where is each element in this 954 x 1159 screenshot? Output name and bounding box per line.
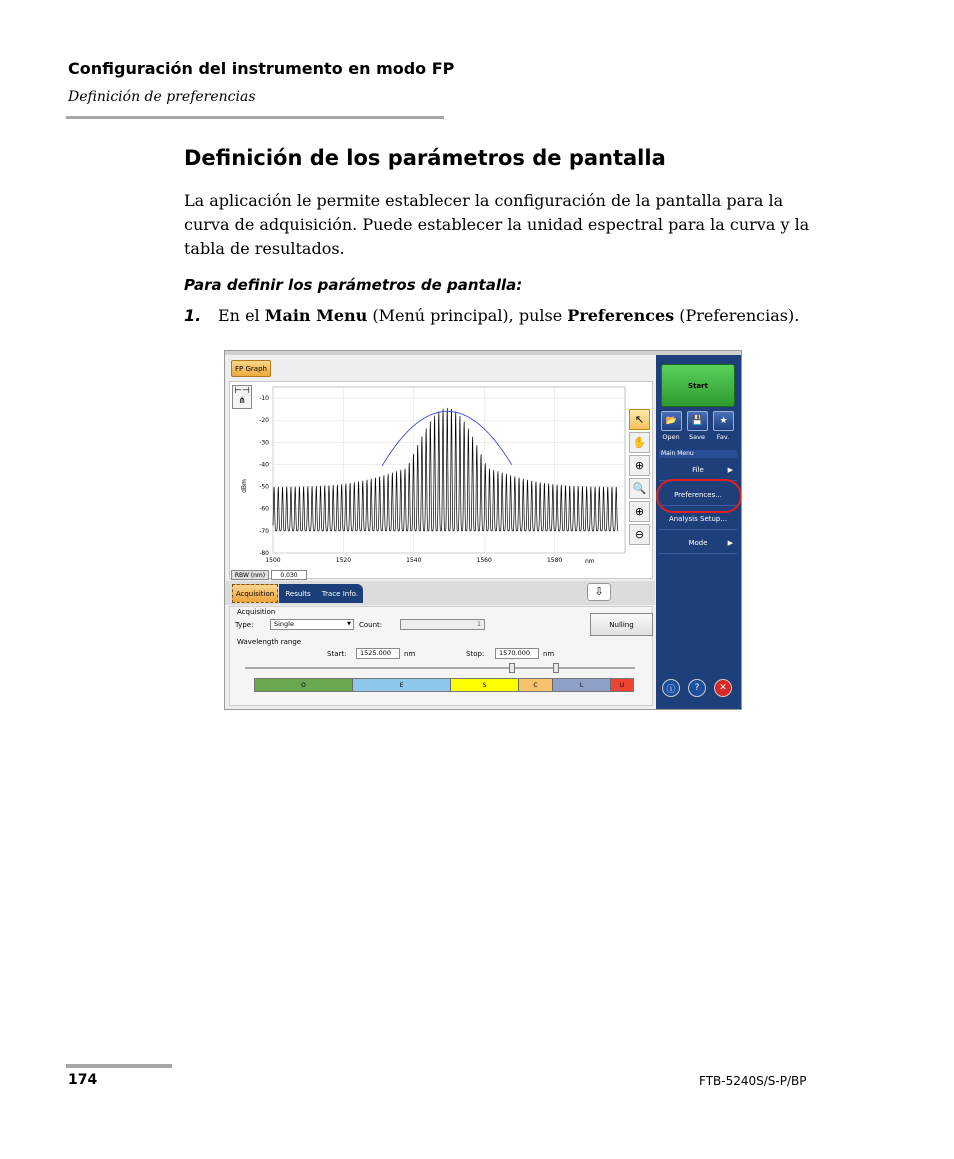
start-button[interactable]: Start: [661, 364, 735, 407]
start-field[interactable]: 1525.000: [356, 648, 400, 659]
marker-icon[interactable]: ⊢⊣ ⋔: [232, 385, 252, 409]
band-bar: [254, 678, 634, 692]
open-folder-icon[interactable]: 📂: [661, 411, 682, 431]
start-unit: nm: [404, 650, 416, 658]
band-l: L: [553, 679, 611, 691]
stop-slider-thumb[interactable]: [553, 663, 559, 673]
nulling-button[interactable]: Nulling: [590, 613, 653, 636]
band-c: C: [519, 679, 553, 691]
fav-label: Fav.: [716, 433, 730, 441]
section-heading: Definición de los parámetros de pantalla: [184, 146, 666, 170]
zoom-out-icon[interactable]: ⊖: [629, 524, 650, 545]
menu-item-mode[interactable]: [659, 532, 737, 554]
save-disk-icon[interactable]: 💾: [687, 411, 708, 431]
collapse-arrow-icon[interactable]: ⇩: [587, 583, 611, 601]
acquisition-group-label: Acquisition: [237, 608, 276, 616]
band-s: S: [451, 679, 519, 691]
header-rule: [66, 116, 444, 119]
fp-graph-tab[interactable]: FP Graph: [231, 360, 271, 377]
graph-tools: [629, 409, 651, 547]
start-label: Start:: [327, 650, 347, 658]
zoom-icon[interactable]: 🔍: [629, 478, 650, 499]
x-tick-label: 1560: [476, 557, 492, 564]
intro-paragraph: La aplicación le permite establecer la configuración de la pantalla para la curva de adquisición. Puede establecer la unidad espectral para la curva y la tabla de resultados.: [184, 191, 810, 258]
y-tick-label: -50: [259, 483, 269, 491]
x-tick-label: 1580: [546, 557, 563, 564]
step-text-before: En el: [218, 306, 265, 325]
step-number: 1.: [184, 306, 202, 325]
close-icon[interactable]: ✕: [714, 679, 732, 697]
x-tick-label: 1540: [406, 557, 422, 564]
type-select-value: Single: [274, 620, 294, 628]
step-text-after: (Preferencias).: [674, 306, 800, 325]
menu-item-mode-label: Mode: [688, 538, 708, 547]
help-icon[interactable]: ?: [688, 679, 706, 697]
menu-item-preferences-label: Preferences...: [674, 490, 722, 499]
x-tick-label: 1500: [265, 557, 281, 564]
y-tick-label: -40: [259, 461, 269, 469]
type-label: Type:: [235, 621, 254, 629]
menu-item-file-label: File: [692, 465, 704, 474]
chevron-right-icon: ▶: [727, 538, 733, 547]
save-label: Save: [689, 433, 705, 441]
y-ticks: [259, 395, 269, 557]
chevron-right-icon: ▶: [727, 465, 733, 474]
y-tick-label: -30: [259, 439, 269, 447]
page-number: 174: [68, 1072, 98, 1088]
procedure-title: Para definir los parámetros de pantalla:: [184, 276, 523, 294]
rbw-value: 0.030: [271, 570, 307, 580]
pointer-tool-icon[interactable]: ↖: [629, 409, 650, 430]
band-u: U: [611, 679, 633, 691]
x-tick-label: 1520: [335, 557, 352, 564]
spectrum-chart: [225, 381, 655, 571]
menu-item-analysis-label: Analysis Setup...: [668, 514, 728, 523]
open-label: Open: [662, 433, 680, 441]
band-o: O: [255, 679, 353, 691]
highlight-oval: [656, 479, 742, 513]
wavelength-slider-track[interactable]: [245, 667, 635, 669]
favorite-star-icon[interactable]: ★: [713, 411, 734, 431]
count-field[interactable]: 1: [400, 619, 485, 630]
tab-trace-info[interactable]: Trace Info.: [317, 584, 363, 603]
stop-label: Stop:: [466, 650, 485, 658]
stop-unit: nm: [543, 650, 555, 658]
wavelength-range-label: Wavelength range: [237, 638, 302, 646]
main-menu-title: Main Menu: [659, 450, 737, 458]
start-slider-thumb[interactable]: [509, 663, 515, 673]
step-main-menu: Main Menu: [264, 306, 368, 325]
model-name: FTB-5240S/S-P/BP: [699, 1074, 807, 1088]
y-tick-label: -20: [259, 417, 269, 425]
chevron-down-icon: ▼: [347, 621, 351, 627]
step-preferences: Preferences: [567, 306, 675, 325]
count-label: Count:: [359, 621, 383, 629]
stop-field[interactable]: 1570.000: [495, 648, 539, 659]
y-axis-label: dBm: [241, 479, 248, 493]
info-icon[interactable]: ⓘ: [662, 679, 680, 697]
y-tick-label: -60: [259, 505, 269, 513]
tab-results[interactable]: Results: [279, 584, 317, 603]
x-axis-unit-label: nm: [584, 558, 595, 565]
step-1: [184, 306, 799, 325]
y-tick-label: -10: [259, 395, 269, 403]
app-screenshot: [224, 350, 742, 710]
hand-pan-icon[interactable]: ✋: [629, 432, 650, 453]
zoom-area-icon[interactable]: ⊕: [629, 455, 650, 476]
y-tick-label: -80: [259, 550, 269, 557]
y-tick-label: -70: [259, 527, 269, 535]
running-header-title: Configuración del instrumento en modo FP: [68, 59, 455, 78]
type-select[interactable]: [270, 619, 354, 630]
x-ticks: [265, 557, 594, 565]
menu-item-file[interactable]: [659, 459, 737, 481]
band-e: E: [353, 679, 451, 691]
footer-rule: [66, 1064, 172, 1068]
running-header-subtitle: Definición de preferencias: [68, 89, 256, 105]
tab-acquisition[interactable]: Acquisition: [232, 584, 278, 603]
fp-trace: [273, 408, 618, 531]
step-text-mid: (Menú principal), pulse: [367, 306, 568, 325]
rbw-label: RBW (nm): [231, 570, 269, 580]
zoom-in-icon[interactable]: ⊕: [629, 501, 650, 522]
